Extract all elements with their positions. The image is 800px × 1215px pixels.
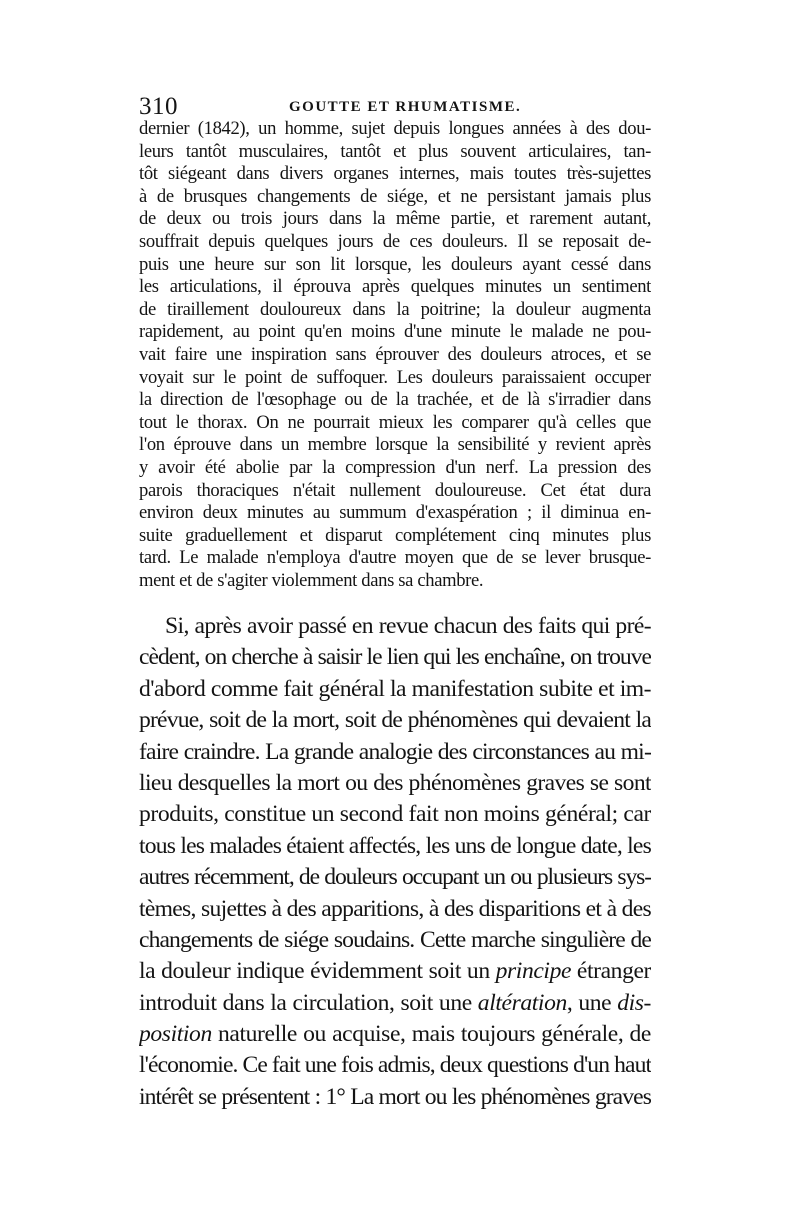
text-line: cèdent, on cherche à saisir le lien qui les enchaîne, on trouve	[139, 644, 651, 671]
text-line: tout le thorax. On ne pourrait mieux les comparer qu'à celles que	[139, 411, 651, 433]
text-line: ment et de s'agiter violemment dans sa chambre.	[139, 569, 484, 591]
text-run: naturelle ou acquise, mais toujours générale, de	[211, 1021, 651, 1048]
text-line: vait faire une inspiration sans éprouver des douleurs atroces, et se	[139, 343, 651, 365]
text-line: environ deux minutes au summum d'exaspération ; il diminua en-	[139, 502, 651, 524]
text-line: de deux ou trois jours dans la même partie, et rarement autant,	[139, 208, 651, 230]
text-line: faire craindre. La grande analogie des circonstances au mi-	[139, 738, 651, 765]
text-line: l'on éprouve dans un membre lorsque la sensibilité y revient après	[139, 434, 651, 456]
text-line: souffrait depuis quelques jours de ces douleurs. Il se reposait de-	[139, 230, 651, 252]
text-line: la direction de l'œsophage ou de la trachée, et de là s'irradier dans	[139, 389, 651, 411]
text-run: la douleur indique évidemment soit un	[139, 958, 496, 985]
text-line: de tiraillement douloureux dans la poitrine; la douleur augmenta	[139, 298, 651, 320]
italic-term-principe: principe	[495, 958, 572, 985]
italic-term-disposition-end: position	[139, 1021, 212, 1048]
text-line: prévue, soit de la mort, soit de phénomènes qui devaient la	[139, 707, 651, 734]
text-line: parois thoraciques n'était nullement douloureuse. Cet état dura	[139, 479, 651, 501]
text-line: produits, constitue un second fait non moins général; car	[139, 801, 651, 828]
text-line: dernier (1842), un homme, sujet depuis longues années à des dou-	[139, 118, 651, 139]
text-line: suite graduellement et disparut complétement cinq minutes plus	[139, 524, 651, 546]
text-line: intérêt se présentent : 1° La mort ou les phénomènes graves	[139, 1083, 651, 1110]
running-title: GOUTTE ET RHUMATISME.	[289, 99, 522, 115]
text-line: d'abord comme fait général la manifestation subite et im-	[139, 675, 651, 702]
text-run: étranger	[571, 958, 651, 985]
text-line: tard. Le malade n'employa d'autre moyen que de se lever brusque-	[139, 547, 651, 569]
text-run: introduit dans la circulation, soit une	[139, 989, 478, 1016]
text-line: leurs tantôt musculaires, tantôt et plus souvent articulaires, tan-	[139, 140, 651, 162]
text-line	[139, 956, 651, 987]
text-line: changements de siége soudains. Cette marche singulière de	[139, 926, 651, 953]
text-line: rapidement, au point qu'en moins d'une minute le malade ne pou-	[139, 321, 651, 343]
text-line	[139, 988, 651, 1019]
italic-term-alteration: altération	[477, 989, 567, 1016]
italic-term-disposition-start: dis-	[617, 989, 651, 1016]
text-line: puis une heure sur son lit lorsque, les douleurs ayant cessé dans	[139, 253, 651, 275]
text-line: Si, après avoir passé en revue chacun des faits qui pré-	[165, 613, 651, 639]
text-line: tèmes, sujettes à des apparitions, à des disparitions et à des	[139, 895, 651, 922]
text-line: l'économie. Ce fait une fois admis, deux questions d'un haut	[139, 1052, 651, 1079]
text-line: à de brusques changements de siége, et ne persistant jamais plus	[139, 185, 651, 207]
text-line	[139, 1019, 651, 1050]
text-line: les articulations, il éprouva après quelques minutes un sentiment	[139, 276, 651, 298]
case-report-paragraph	[139, 118, 651, 592]
text-line: tous les malades étaient affectés, les uns de longue date, les	[139, 832, 651, 859]
text-line: voyait sur le point de suffoquer. Les douleurs paraissaient occuper	[139, 366, 651, 388]
text-line: y avoir été abolie par la compression d'un nerf. La pression des	[139, 456, 651, 478]
discussion-paragraph	[139, 611, 651, 1113]
text-line: tôt siégeant dans divers organes internes, mais toutes très-sujettes	[139, 163, 651, 185]
page-number: 310	[139, 93, 178, 120]
text-run: , une	[566, 989, 618, 1016]
text-line: autres récemment, de douleurs occupant un ou plusieurs sys-	[139, 864, 651, 891]
text-line: lieu desquelles la mort ou des phénomènes graves se sont	[139, 769, 651, 796]
